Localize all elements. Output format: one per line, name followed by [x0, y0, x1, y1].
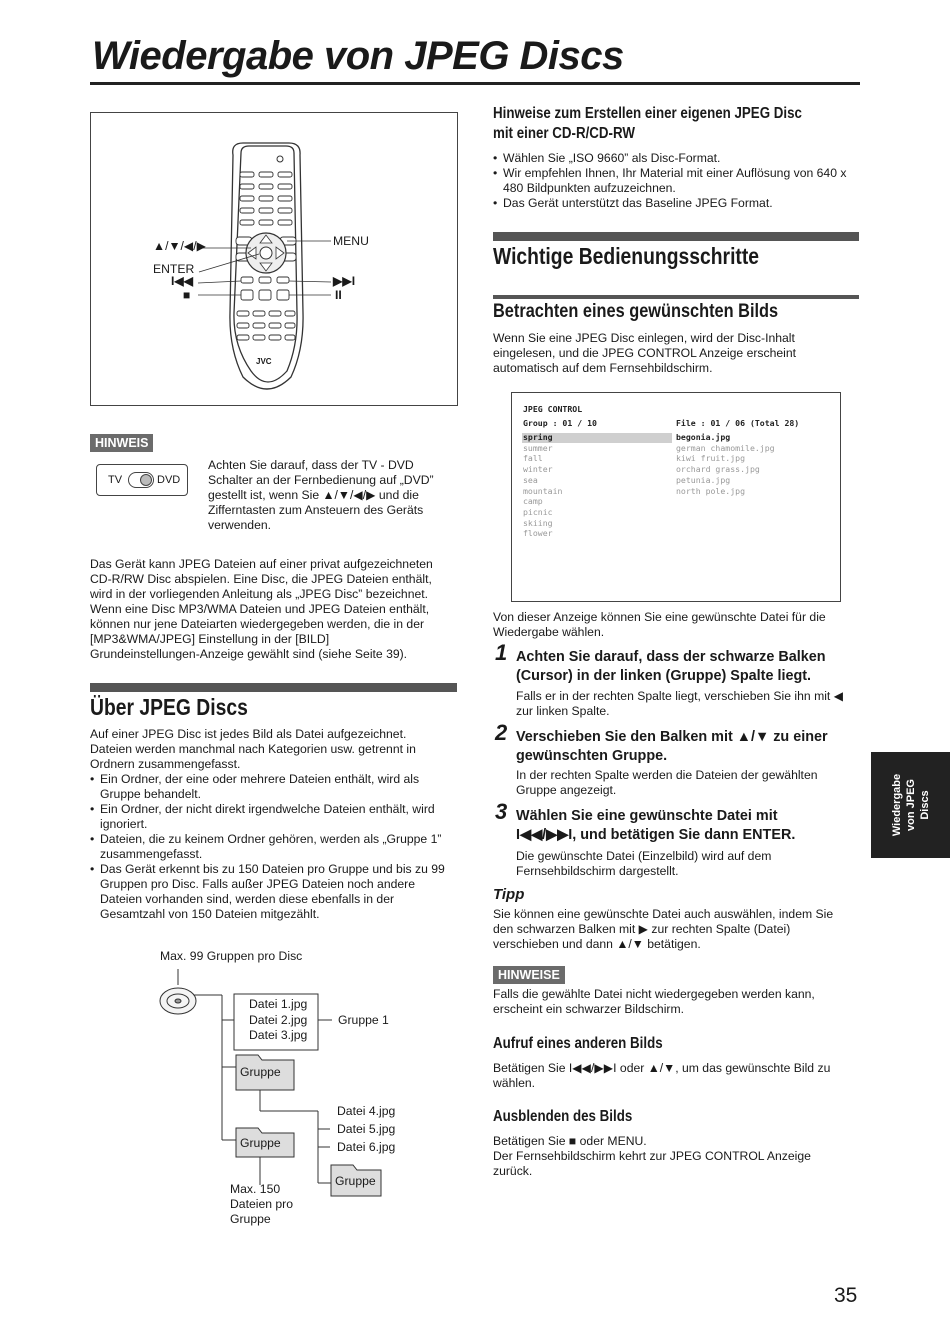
view-heading: Betrachten eines gewünschten Bilds	[493, 301, 779, 322]
list-item: winter	[523, 464, 553, 475]
pause-label: II	[335, 288, 342, 302]
list-item: fall	[523, 453, 543, 464]
arrows-label: ▲/▼/◀/▶	[153, 239, 207, 253]
list-item: petunia.jpg	[676, 474, 731, 485]
list-item: • Dateien, die zu keinem Ordner gehören, werden als „Gruppe 1” zusammengefasst.	[90, 832, 460, 862]
switch-tv-label: TV	[108, 474, 123, 486]
section-bar	[90, 683, 457, 692]
switch-track	[128, 472, 154, 488]
brand-logo: JVC	[256, 357, 272, 366]
step-1-head: Achten Sie darauf, dass der schwarze Balken (Cursor) in der linken (Gruppe) Spalte liegt.	[516, 649, 826, 684]
list-item: orchard grass.jpg	[676, 464, 760, 475]
list-item: • Das Gerät unterstützt das Baseline JPEG Format.	[493, 196, 861, 211]
switch-dvd-label: DVD	[157, 474, 181, 486]
hinweis-text: Achten Sie darauf, dass der TV - DVD Schalter an der Fernbedienung auf „DVD” gestellt ist, wenn Sie ▲/▼/◀/▶ und die Zifferntasten zum Ansteuern des Geräts verwenden.	[208, 458, 434, 532]
menu-label: MENU	[333, 234, 369, 248]
list-item: • Wählen Sie „ISO 9660” als Disc-Format.	[493, 151, 861, 166]
tipp-heading: Tipp	[493, 886, 525, 903]
list-item: begonia.jpg	[676, 432, 731, 442]
files-group-1: Datei 1.jpg Datei 2.jpg Datei 3.jpg	[249, 997, 308, 1042]
page-number: 35	[834, 1284, 858, 1307]
list-item: north pole.jpg	[676, 485, 746, 496]
hide-heading: Ausblenden des Bilds	[493, 1108, 633, 1125]
tipp-text: Sie können eine gewünschte Datei auch auswählen, indem Sie den schwarzen Balken mit ▶ zur rechten Spalte (Datei) verschieben und dann ▲/▼ betätigen.	[493, 907, 834, 951]
step-3-number: 3	[495, 799, 508, 824]
uber-body: Auf einer JPEG Disc ist jedes Bild als Datei aufgezeichnet. Dateien werden manchmal nach Kategorien usw. getrennt in Ordnern zusammengefasst. • Ein Ordner, der eine oder mehrere Dateien enthält, wird als Gruppe behandelt. • Ein Ordner, der nicht direkt irgendwelche Dateien enthält, wird ignoriert. • Dateien, die zu keinem Ordner gehören, werden als „Gruppe 1” zusammengefasst. • Das Gerät erkennt bis zu 150 Dateien pro Gruppe und bis zu 99 Gruppen pro Disc. Falls außer JPEG Dateien noch andere Dateien vorhanden sind, werden diese ebenfalls in der Gesamtzahl von 150 Dateien mitgezählt.	[90, 727, 460, 922]
folder-label: Gruppe	[240, 1065, 281, 1079]
remote-illustration	[90, 112, 458, 406]
list-item: spring	[523, 432, 553, 442]
list-item: german chamomile.jpg	[676, 442, 775, 453]
page-title: Wiedergabe von JPEG Discs	[92, 34, 624, 78]
hide-text: Betätigen Sie ■ oder MENU. Der Fernsehbildschirm kehrt zur JPEG CONTROL Anzeige zurück.	[493, 1134, 811, 1178]
list-item: flower	[523, 528, 553, 539]
screen-title: JPEG CONTROL	[523, 404, 583, 414]
step-1-body: Falls er in der rechten Spalte liegt, verschieben Sie ihn mit ◀ zur linken Spalte.	[516, 689, 844, 718]
stop-label: ■	[183, 288, 191, 302]
files-group-2: Datei 4.jpg Datei 5.jpg Datei 6.jpg	[337, 1104, 396, 1154]
jpeg-control-screen	[511, 392, 841, 602]
folder-label: Gruppe	[335, 1174, 376, 1188]
max-files-label: Max. 150 Dateien pro Gruppe	[230, 1182, 294, 1226]
max-groups-label: Max. 99 Gruppen pro Disc	[160, 949, 303, 963]
list-item: • Ein Ordner, der nicht direkt irgendwelche Dateien enthält, wird ignoriert.	[90, 802, 460, 832]
uber-heading: Über JPEG Discs	[90, 694, 248, 720]
enter-label: ENTER	[153, 262, 195, 276]
hinweise-badge: HINWEISE	[493, 966, 565, 984]
tv-dvd-switch	[96, 464, 188, 496]
step-1-number: 1	[495, 640, 508, 665]
hinweise-text: Falls die gewählte Datei nicht wiedergegeben werden kann, erscheint ein schwarzer Bildschirm.	[493, 987, 815, 1016]
folder-tree-lines	[150, 945, 450, 1235]
list-item: skiing	[523, 517, 553, 528]
group-counter: Group : 01 / 10	[523, 418, 597, 428]
list-item: kiwi fruit.jpg	[676, 453, 746, 464]
list-item: • Ein Ordner, der eine oder mehrere Dateien enthält, wird als Gruppe behandelt.	[90, 772, 460, 802]
list-item: picnic	[523, 506, 553, 517]
list-item: • Wir empfehlen Ihnen, Ihr Material mit einer Auflösung von 640 x 480 Bildpunkten aufzuzeichnen.	[493, 166, 861, 196]
other-heading: Aufruf eines anderen Bilds	[493, 1035, 663, 1052]
create-tips-heading: Hinweise zum Erstellen einer eigenen JPEG Disc mit einer CD-R/CD-RW	[493, 105, 802, 142]
section-bar	[493, 232, 859, 241]
view-intro: Wenn Sie eine JPEG Disc einlegen, wird der Disc-Inhalt eingelesen, und die JPEG CONTROL Anzeige erscheint automatisch auf dem Fernsehbildschirm.	[493, 331, 797, 375]
create-tips-list	[493, 151, 861, 211]
list-item: camp	[523, 496, 543, 507]
subsection-bar	[493, 295, 859, 299]
folder-diagram	[150, 945, 450, 1235]
side-tab-text: Wiedergabe von JPEG Discs	[890, 773, 931, 837]
list-item: summer	[523, 442, 553, 453]
step-2-number: 2	[495, 720, 508, 745]
other-text: Betätigen Sie I◀◀/▶▶I oder ▲/▼, um das gewünschte Bild zu wählen.	[493, 1061, 831, 1090]
prev-label: I◀◀	[171, 274, 194, 288]
step-3-body: Die gewünschte Datei (Einzelbild) wird auf dem Fernsehbildschirm dargestellt.	[516, 849, 772, 878]
switch-knob	[140, 474, 152, 486]
view-after: Von dieser Anzeige können Sie eine gewünschte Datei für die Wiedergabe wählen.	[493, 610, 826, 639]
list-item: mountain	[523, 485, 563, 496]
list-item: • Das Gerät erkennt bis zu 150 Dateien pro Gruppe und bis zu 99 Gruppen pro Disc. Falls außer JPEG Dateien noch andere Dateien vorhanden sind, werden diese ebenfalls in der Gesamtzahl von 150 Dateien mitgezählt.	[90, 862, 460, 922]
step-2-body: In der rechten Spalte werden die Dateien der gewählten Gruppe angezeigt.	[516, 768, 818, 797]
intro-paragraph: Das Gerät kann JPEG Dateien auf einer privat aufgezeichneten CD-R/RW Disc abspielen. Eine Disc, die JPEG Dateien enthält, wird in der vorliegenden Anleitung als „JPEG Disc” bezeichnet. Wenn eine Disc MP3/WMA Dateien und JPEG Dateien enthält, können nur jene Dateiarten wiedergegeben werden, die in der [MP3&WMA/JPEG] Einstellung in der [BILD] Grundeinstellungen-Anzeige gewählt sind (siehe Seite 39).	[90, 557, 433, 661]
important-heading: Wichtige Bedienungsschritte	[493, 243, 760, 269]
side-chapter-tab	[871, 752, 950, 858]
next-label: ▶▶I	[333, 274, 356, 288]
group-list	[523, 432, 562, 539]
group-1-label: Gruppe 1	[338, 1013, 389, 1027]
remote-control-drawing	[91, 113, 457, 405]
step-2-head: Verschieben Sie den Balken mit ▲/▼ zu einer gewünschten Gruppe.	[516, 729, 828, 764]
file-counter: File : 01 / 06 (Total 28)	[676, 418, 800, 428]
file-list	[676, 432, 775, 496]
folder-label: Gruppe	[240, 1136, 281, 1150]
step-3-head: Wählen Sie eine gewünschte Datei mit I◀◀/▶▶I, und betätigen Sie dann ENTER.	[516, 808, 796, 843]
title-rule	[90, 82, 860, 85]
hinweis-badge: HINWEIS	[90, 434, 153, 452]
list-item: sea	[523, 474, 538, 485]
